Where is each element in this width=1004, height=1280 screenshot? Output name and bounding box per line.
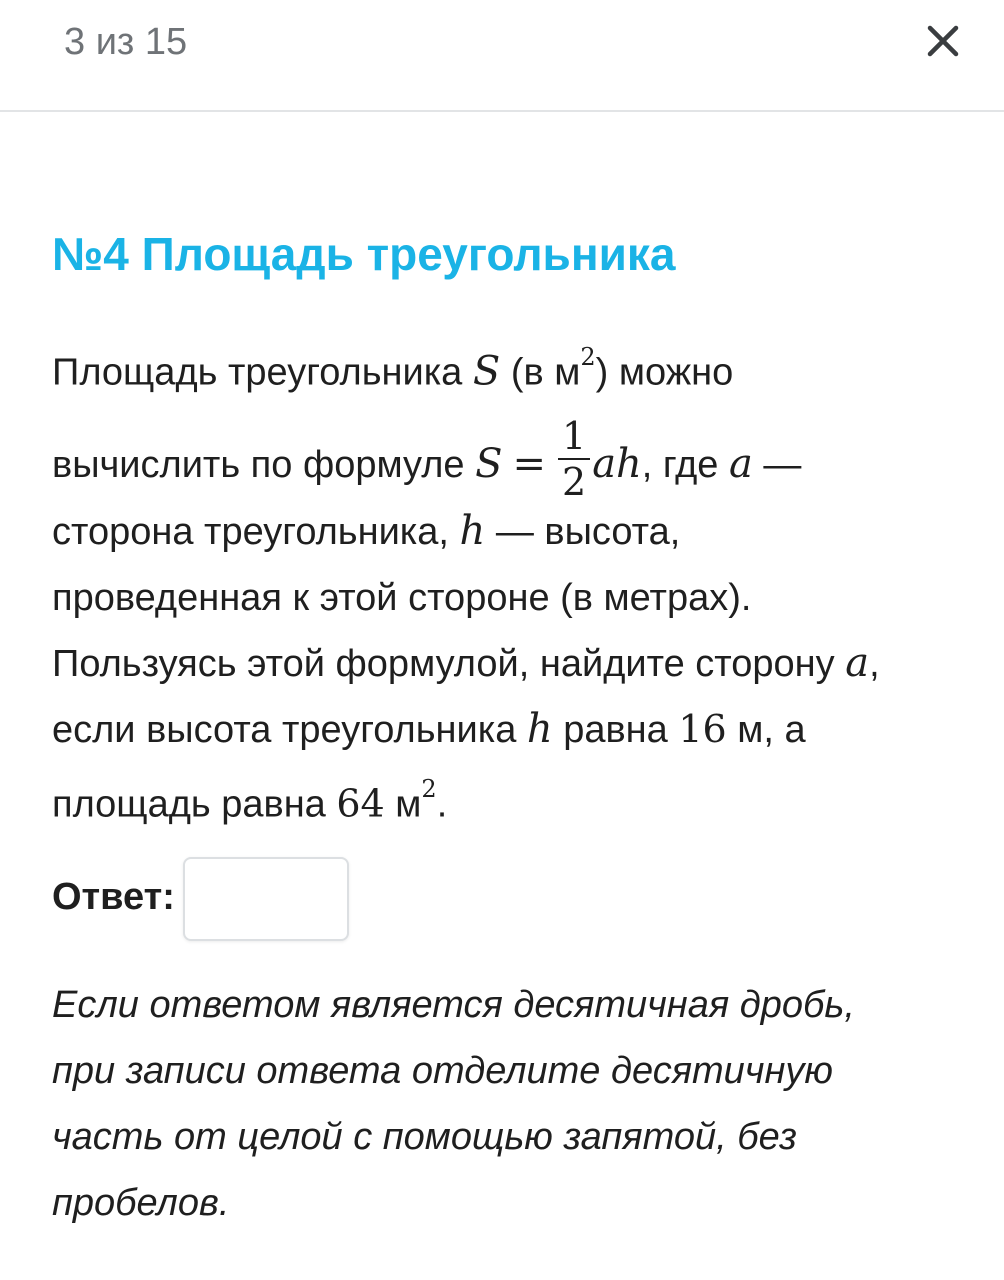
number-area: 64 bbox=[336, 781, 385, 826]
text-fragment: сторона треугольника, bbox=[52, 511, 460, 553]
text-fragment: м, а bbox=[726, 709, 806, 751]
variable-a: a bbox=[728, 441, 753, 488]
text-fragment: , bbox=[869, 643, 880, 685]
text-fragment: — bbox=[752, 444, 802, 487]
text-fragment: ) можно bbox=[595, 351, 734, 394]
note-line-4: пробелов. bbox=[52, 1182, 230, 1224]
fraction-numerator: 1 bbox=[558, 414, 590, 460]
text-fragment: Площадь треугольника bbox=[52, 351, 473, 394]
task-text-line-5 bbox=[52, 638, 880, 689]
question-counter: 3 из 15 bbox=[64, 21, 188, 63]
task-text-line-7 bbox=[52, 770, 447, 830]
text-fragment: равна bbox=[552, 709, 679, 751]
equals-sign: = bbox=[512, 441, 546, 488]
variables-ah: ah bbox=[592, 441, 642, 488]
task-text-line-3 bbox=[52, 506, 680, 557]
variable-a: a bbox=[845, 640, 870, 686]
note-line-1: Если ответом является десятичная дробь, bbox=[52, 984, 855, 1026]
number-height: 16 bbox=[678, 707, 727, 751]
text-fragment: если высота треугольника bbox=[52, 709, 527, 751]
text-fragment: , где bbox=[641, 444, 729, 487]
note-line-2: при записи ответа отделите десятичную bbox=[52, 1050, 833, 1092]
variable-h: h bbox=[526, 706, 553, 752]
text-fragment: — высота, bbox=[485, 511, 681, 553]
close-icon bbox=[918, 16, 968, 66]
variable-h: h bbox=[459, 508, 486, 554]
superscript: 2 bbox=[580, 343, 596, 371]
note-line-3: часть от целой с помощью запятой, без bbox=[52, 1116, 797, 1158]
close-button[interactable] bbox=[918, 16, 968, 66]
top-bar bbox=[0, 0, 1004, 112]
task-text-line-4: проведенная к этой стороне (в метрах). bbox=[52, 577, 752, 619]
text-fragment: площадь равна bbox=[52, 783, 337, 826]
text-fragment: м bbox=[384, 783, 422, 826]
superscript: 2 bbox=[421, 775, 437, 803]
text-fragment: Пользуясь этой формулой, найдите сторону bbox=[52, 643, 846, 685]
variable-s: S bbox=[472, 348, 501, 395]
task-title: №4 Площадь треугольника bbox=[52, 228, 676, 280]
fraction-one-half bbox=[558, 414, 590, 504]
text-fragment: (в м bbox=[500, 351, 581, 394]
variable-s: S bbox=[475, 441, 503, 488]
fraction-denominator: 2 bbox=[562, 460, 587, 504]
task-text-line-1 bbox=[52, 338, 733, 398]
answer-input[interactable] bbox=[183, 857, 349, 941]
text-fragment: вычислить по формуле bbox=[52, 444, 476, 487]
task-text-line-6 bbox=[52, 704, 806, 755]
text-fragment: . bbox=[436, 783, 448, 826]
task-text-line-2 bbox=[52, 414, 802, 512]
answer-label: Ответ: bbox=[52, 876, 175, 918]
